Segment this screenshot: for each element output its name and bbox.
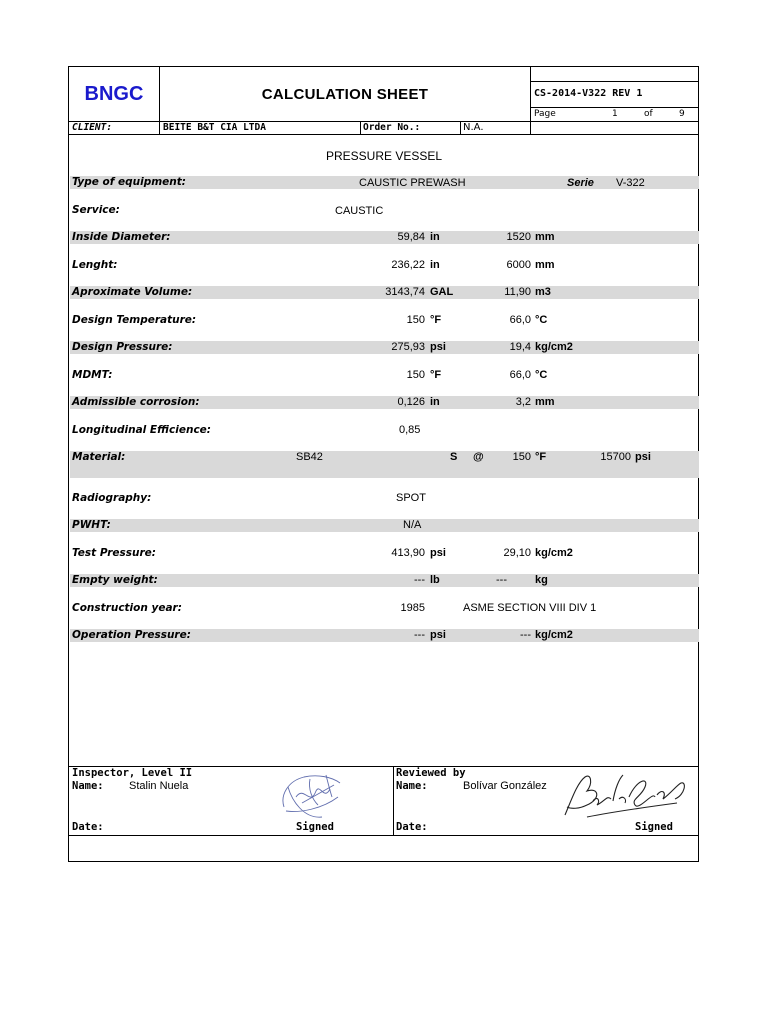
- material-temp: 150: [512, 451, 531, 463]
- mdmt-c: 66,0: [509, 369, 531, 381]
- inspector-signed: Signed: [296, 821, 334, 833]
- stress-symbol: S: [450, 451, 458, 463]
- reviewer-signed: Signed: [635, 821, 673, 833]
- design-temperature-label: Design Temperature:: [72, 314, 197, 326]
- reviewer-signature: [557, 771, 689, 825]
- efficience-label: Longitudinal Efficience:: [72, 424, 212, 436]
- inspector-date-label: Date:: [72, 821, 104, 833]
- corrosion-label: Admissible corrosion:: [72, 396, 200, 408]
- type-label: Type of equipment:: [72, 176, 186, 188]
- reviewer-date-label: Date:: [396, 821, 428, 833]
- unit-mm: mm: [535, 231, 555, 243]
- company-logo: BNGC: [84, 82, 144, 105]
- unit-c: °C: [535, 369, 548, 381]
- reviewer-name-label: Name:: [396, 780, 428, 792]
- design-pressure-kg: 19,4: [509, 341, 531, 353]
- order-value: N.A.: [463, 122, 484, 133]
- client-label: CLIENT:: [72, 122, 113, 133]
- unit-m3: m3: [535, 286, 551, 298]
- volume-label: Aproximate Volume:: [72, 286, 193, 298]
- page-total: 9: [679, 109, 685, 119]
- corrosion-mm: 3,2: [515, 396, 531, 408]
- mdmt-f: 150: [406, 369, 425, 381]
- divider: [530, 67, 531, 134]
- design-pressure-label: Design Pressure:: [72, 341, 173, 353]
- unit-kg: kg: [535, 574, 548, 586]
- unit-psi: psi: [430, 629, 446, 641]
- unit-psi: psi: [430, 547, 446, 559]
- unit-in: in: [430, 259, 440, 271]
- radiography-value: SPOT: [396, 492, 426, 504]
- construction-year-label: Construction year:: [72, 602, 182, 614]
- section-title: PRESSURE VESSEL: [325, 149, 443, 163]
- row-band: [70, 519, 699, 532]
- test-pressure-label: Test Pressure:: [72, 547, 156, 559]
- unit-kgcm2: kg/cm2: [535, 629, 573, 641]
- unit-psi: psi: [430, 341, 446, 353]
- material-label: Material:: [72, 451, 126, 463]
- divider: [530, 107, 699, 108]
- inspector-title: Inspector, Level II: [72, 767, 193, 779]
- unit-lb: lb: [430, 574, 440, 586]
- lenght-label: Lenght:: [72, 259, 118, 271]
- inspector-name-label: Name:: [72, 780, 104, 792]
- pwht-value: N/A: [403, 519, 422, 531]
- unit-in: in: [430, 231, 440, 243]
- empty-weight-lb: ---: [414, 574, 425, 586]
- calculation-sheet: [68, 66, 699, 862]
- operation-pressure-psi: ---: [414, 629, 425, 641]
- material-value: SB42: [296, 451, 323, 463]
- material-stress: 15700: [600, 451, 631, 463]
- type-value: CAUSTIC PREWASH: [359, 177, 466, 189]
- mdmt-label: MDMT:: [72, 369, 113, 381]
- unit-mm: mm: [535, 259, 555, 271]
- reviewer-title: Reviewed by: [396, 767, 466, 779]
- pwht-label: PWHT:: [72, 519, 111, 531]
- operation-pressure-kg: ---: [520, 629, 531, 641]
- divider: [393, 766, 394, 835]
- design-temperature-f: 150: [406, 314, 425, 326]
- operation-pressure-label: Operation Pressure:: [72, 629, 191, 641]
- unit-f: °F: [535, 451, 547, 463]
- test-pressure-psi: 413,90: [391, 547, 425, 559]
- inspector-signature: [274, 767, 354, 825]
- client-value: BEITE B&T CIA LTDA: [163, 122, 266, 133]
- unit-mm: mm: [535, 396, 555, 408]
- inside-diameter-in: 59,84: [397, 231, 425, 243]
- at-symbol: @: [473, 451, 484, 463]
- radiography-label: Radiography:: [72, 492, 152, 504]
- unit-f: °F: [430, 314, 442, 326]
- unit-kgcm2: kg/cm2: [535, 341, 573, 353]
- construction-code: ASME SECTION VIII DIV 1: [463, 602, 597, 614]
- reviewer-name: Bolívar González: [463, 780, 547, 792]
- unit-in: in: [430, 396, 440, 408]
- divider: [69, 835, 699, 836]
- unit-f: °F: [430, 369, 442, 381]
- corrosion-in: 0,126: [397, 396, 425, 408]
- unit-c: °C: [535, 314, 548, 326]
- volume-gal: 3143,74: [385, 286, 425, 298]
- lenght-in: 236,22: [391, 259, 425, 271]
- doc-code: CS-2014-V322 REV 1: [534, 88, 643, 99]
- divider: [530, 81, 699, 82]
- empty-weight-kg: ---: [496, 574, 507, 586]
- divider: [360, 121, 361, 134]
- service-label: Service:: [72, 204, 120, 216]
- page-number: 1: [612, 109, 618, 119]
- lenght-mm: 6000: [506, 259, 531, 271]
- page-label: Page: [534, 109, 556, 119]
- sheet-title: CALCULATION SHEET: [261, 85, 429, 103]
- serie-label: Serie: [567, 177, 594, 189]
- inside-diameter-label: Inside Diameter:: [72, 231, 171, 243]
- divider: [69, 134, 699, 135]
- service-value: CAUSTIC: [335, 205, 384, 217]
- construction-year-value: 1985: [400, 602, 425, 614]
- page-of: of: [644, 109, 653, 119]
- empty-weight-label: Empty weight:: [72, 574, 158, 586]
- design-temperature-c: 66,0: [509, 314, 531, 326]
- volume-m3: 11,90: [504, 286, 531, 298]
- divider: [460, 121, 461, 134]
- unit-kgcm2: kg/cm2: [535, 547, 573, 559]
- serie-value: V-322: [616, 177, 645, 189]
- inside-diameter-mm: 1520: [506, 231, 531, 243]
- test-pressure-kg: 29,10: [503, 547, 531, 559]
- inspector-name: Stalin Nuela: [129, 780, 189, 792]
- design-pressure-psi: 275,93: [391, 341, 425, 353]
- order-label: Order No.:: [363, 122, 421, 133]
- efficience-value: 0,85: [399, 424, 421, 436]
- unit-psi: psi: [635, 451, 651, 463]
- unit-gal: GAL: [430, 286, 454, 298]
